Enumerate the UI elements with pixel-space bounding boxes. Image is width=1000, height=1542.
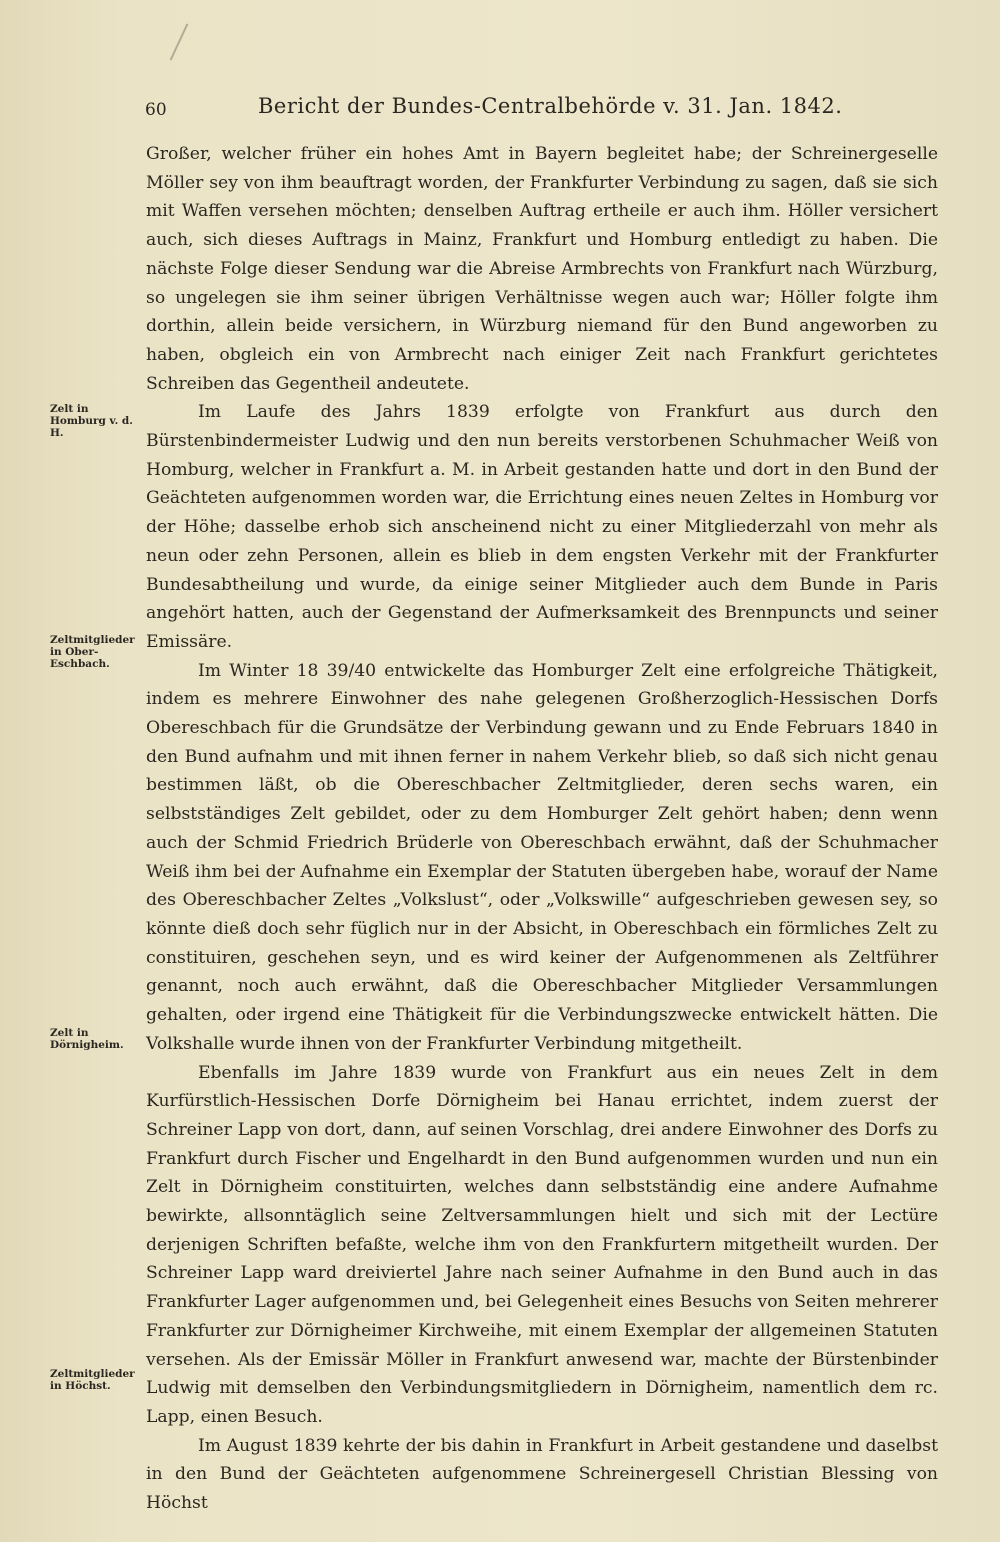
paragraph: Großer, welcher früher ein hohes Amt in Bayern begleitet habe; der Schreinergeselle Möller sey von ihm beauftragt worden, der Frankfurter Verbindung zu sagen, daß sie sich mit Waffen versehen möchten; denselben Auftrag ertheile er auch ihm. Höller versichert auch, sich dieses Auftrags in Mainz, Frankfurt und Homburg entledigt zu haben. Die nächste Folge dieser Sendung war die Abreise Armbrechts von Frankfurt nach Würzburg, so ungelegen sie ihm seiner übrigen Verhältnisse wegen auch war; Höller folgte ihm dorthin, allein beide versichern, in Würzburg niemand für den Bund angeworben zu haben, obgleich ein von Armbrecht nach einiger Zeit nach Frankfurt gerichtetes Schreiben das Gegentheil andeutete. — [146, 144, 938, 394]
body-text — [146, 140, 938, 1518]
paragraph: Ebenfalls im Jahre 1839 wurde von Frankfurt aus ein neues Zelt in dem Kurfürstlich-Hessischen Dorfe Dörnigheim bei Hanau errichtet, indem zuerst der Schreiner Lapp von dort, dann, auf seinen Vorschlag, drei andere Einwohner des Dorfs zu Frankfurt durch Fischer und Engelhardt in den Bund aufgenommen wurden und nun ein Zelt in Dörnigheim constituirten, welches dann selbstständig eine andere Aufnahme bewirkte, allsonntäglich seine Zeltversammlungen hielt und sich mit der Lectüre derjenigen Schriften befaßte, welche ihm von den Frankfurtern mitgetheilt wurden. Der Schreiner Lapp ward dreiviertel Jahre nach seiner Aufnahme in den Bund auch in das Frankfurter Lager aufgenommen und, bei Gelegenheit eines Besuchs von Seiten mehrerer Frankfurter zur Dörnigheimer Kirchweihe, mit einem Exemplar der allgemeinen Statuten versehen. Als der Emissär Möller in Frankfurt anwesend war, machte der Bürstenbinder Ludwig mit demselben den Verbindungsmitgliedern in Dörnigheim, namentlich dem rc. Lapp, einen Besuch. — [146, 1062, 938, 1427]
marginal-note-hoechst: Zeltmitglieder in Höchst. — [50, 1368, 135, 1392]
paragraph: Im Laufe des Jahrs 1839 erfolgte von Frankfurt aus durch den Bürstenbindermeister Ludwig und den nun bereits verstorbenen Schuhmacher Weiß von Homburg, welcher in Frankfurt a. M. in Arbeit gestanden hatte und dort in den Bund der Geächteten aufgenommen worden war, die Errichtung eines neuen Zeltes in Homburg vor der Höhe; dasselbe erhob sich anscheinend nicht zu einer Mitgliederzahl von mehr als neun oder zehn Personen, allein es blieb in dem engsten Verkehr mit der Frankfurter Bundesabtheilung und wurde, da einige seiner Mitglieder auch dem Bunde in Paris angehört hatten, auch der Gegenstand der Aufmerksamkeit des Brennpuncts und seiner Emissäre. — [146, 402, 938, 652]
marginal-note-doernigheim: Zelt in Dörnigheim. — [50, 1027, 124, 1051]
pencil-mark — [170, 23, 189, 60]
paragraph: Im August 1839 kehrte der bis dahin in Frankfurt in Arbeit gestandene und daselbst in den Bund der Geächteten aufgenommene Schreinergesell Christian Blessing von Höchst — [146, 1435, 938, 1514]
marginal-note-homburg: Zelt in Homburg v. d. H. — [50, 403, 133, 439]
paragraph: Im Winter 18 39/40 entwickelte das Homburger Zelt eine erfolgreiche Thätigkeit, indem es mehrere Einwohner des nahe gelegenen Großherzoglich-Hessischen Dorfs Obereschbach für die Grundsätze der Verbindung gewann und zu Ende Februars 1840 in den Bund aufnahm und mit ihnen ferner in nahem Verkehr blieb, so daß sich nicht genau bestimmen läßt, ob die Obereschbacher Zeltmitglieder, deren sechs waren, ein selbstständiges Zelt gebildet, oder zu dem Homburger Zelt gehört haben; denn wenn auch der Schmid Friedrich Brüderle von Obereschbach erwähnt, daß der Schuhmacher Weiß ihm bei der Aufnahme ein Exemplar der Statuten übergeben habe, worauf der Name des Obereschbacher Zeltes „Volkslust“, oder „Volkswille“ aufgeschrieben gewesen sey, so könnte dieß doch sehr füglich nur in der Absicht, in Obereschbach ein förmliches Zelt zu constituiren, geschehen seyn, und es wird keiner der Aufgenommenen als Zeltführer genannt, noch auch erwähnt, daß die Obereschbacher Mitglieder Versammlungen gehalten, oder irgend eine Thätigkeit für die Verbindungszwecke entwickelt hätten. Die Volkshalle wurde ihnen von der Frankfurter Verbindung mitgetheilt. — [146, 660, 938, 1054]
running-title: Bericht der Bundes-Centralbehörde v. 31. Jan. 1842. — [258, 94, 843, 118]
page-header — [0, 94, 1000, 124]
marginal-note-ober-eschbach: Zeltmitglieder in Ober-Eschbach. — [50, 634, 135, 670]
page-number: 60 — [145, 100, 167, 120]
